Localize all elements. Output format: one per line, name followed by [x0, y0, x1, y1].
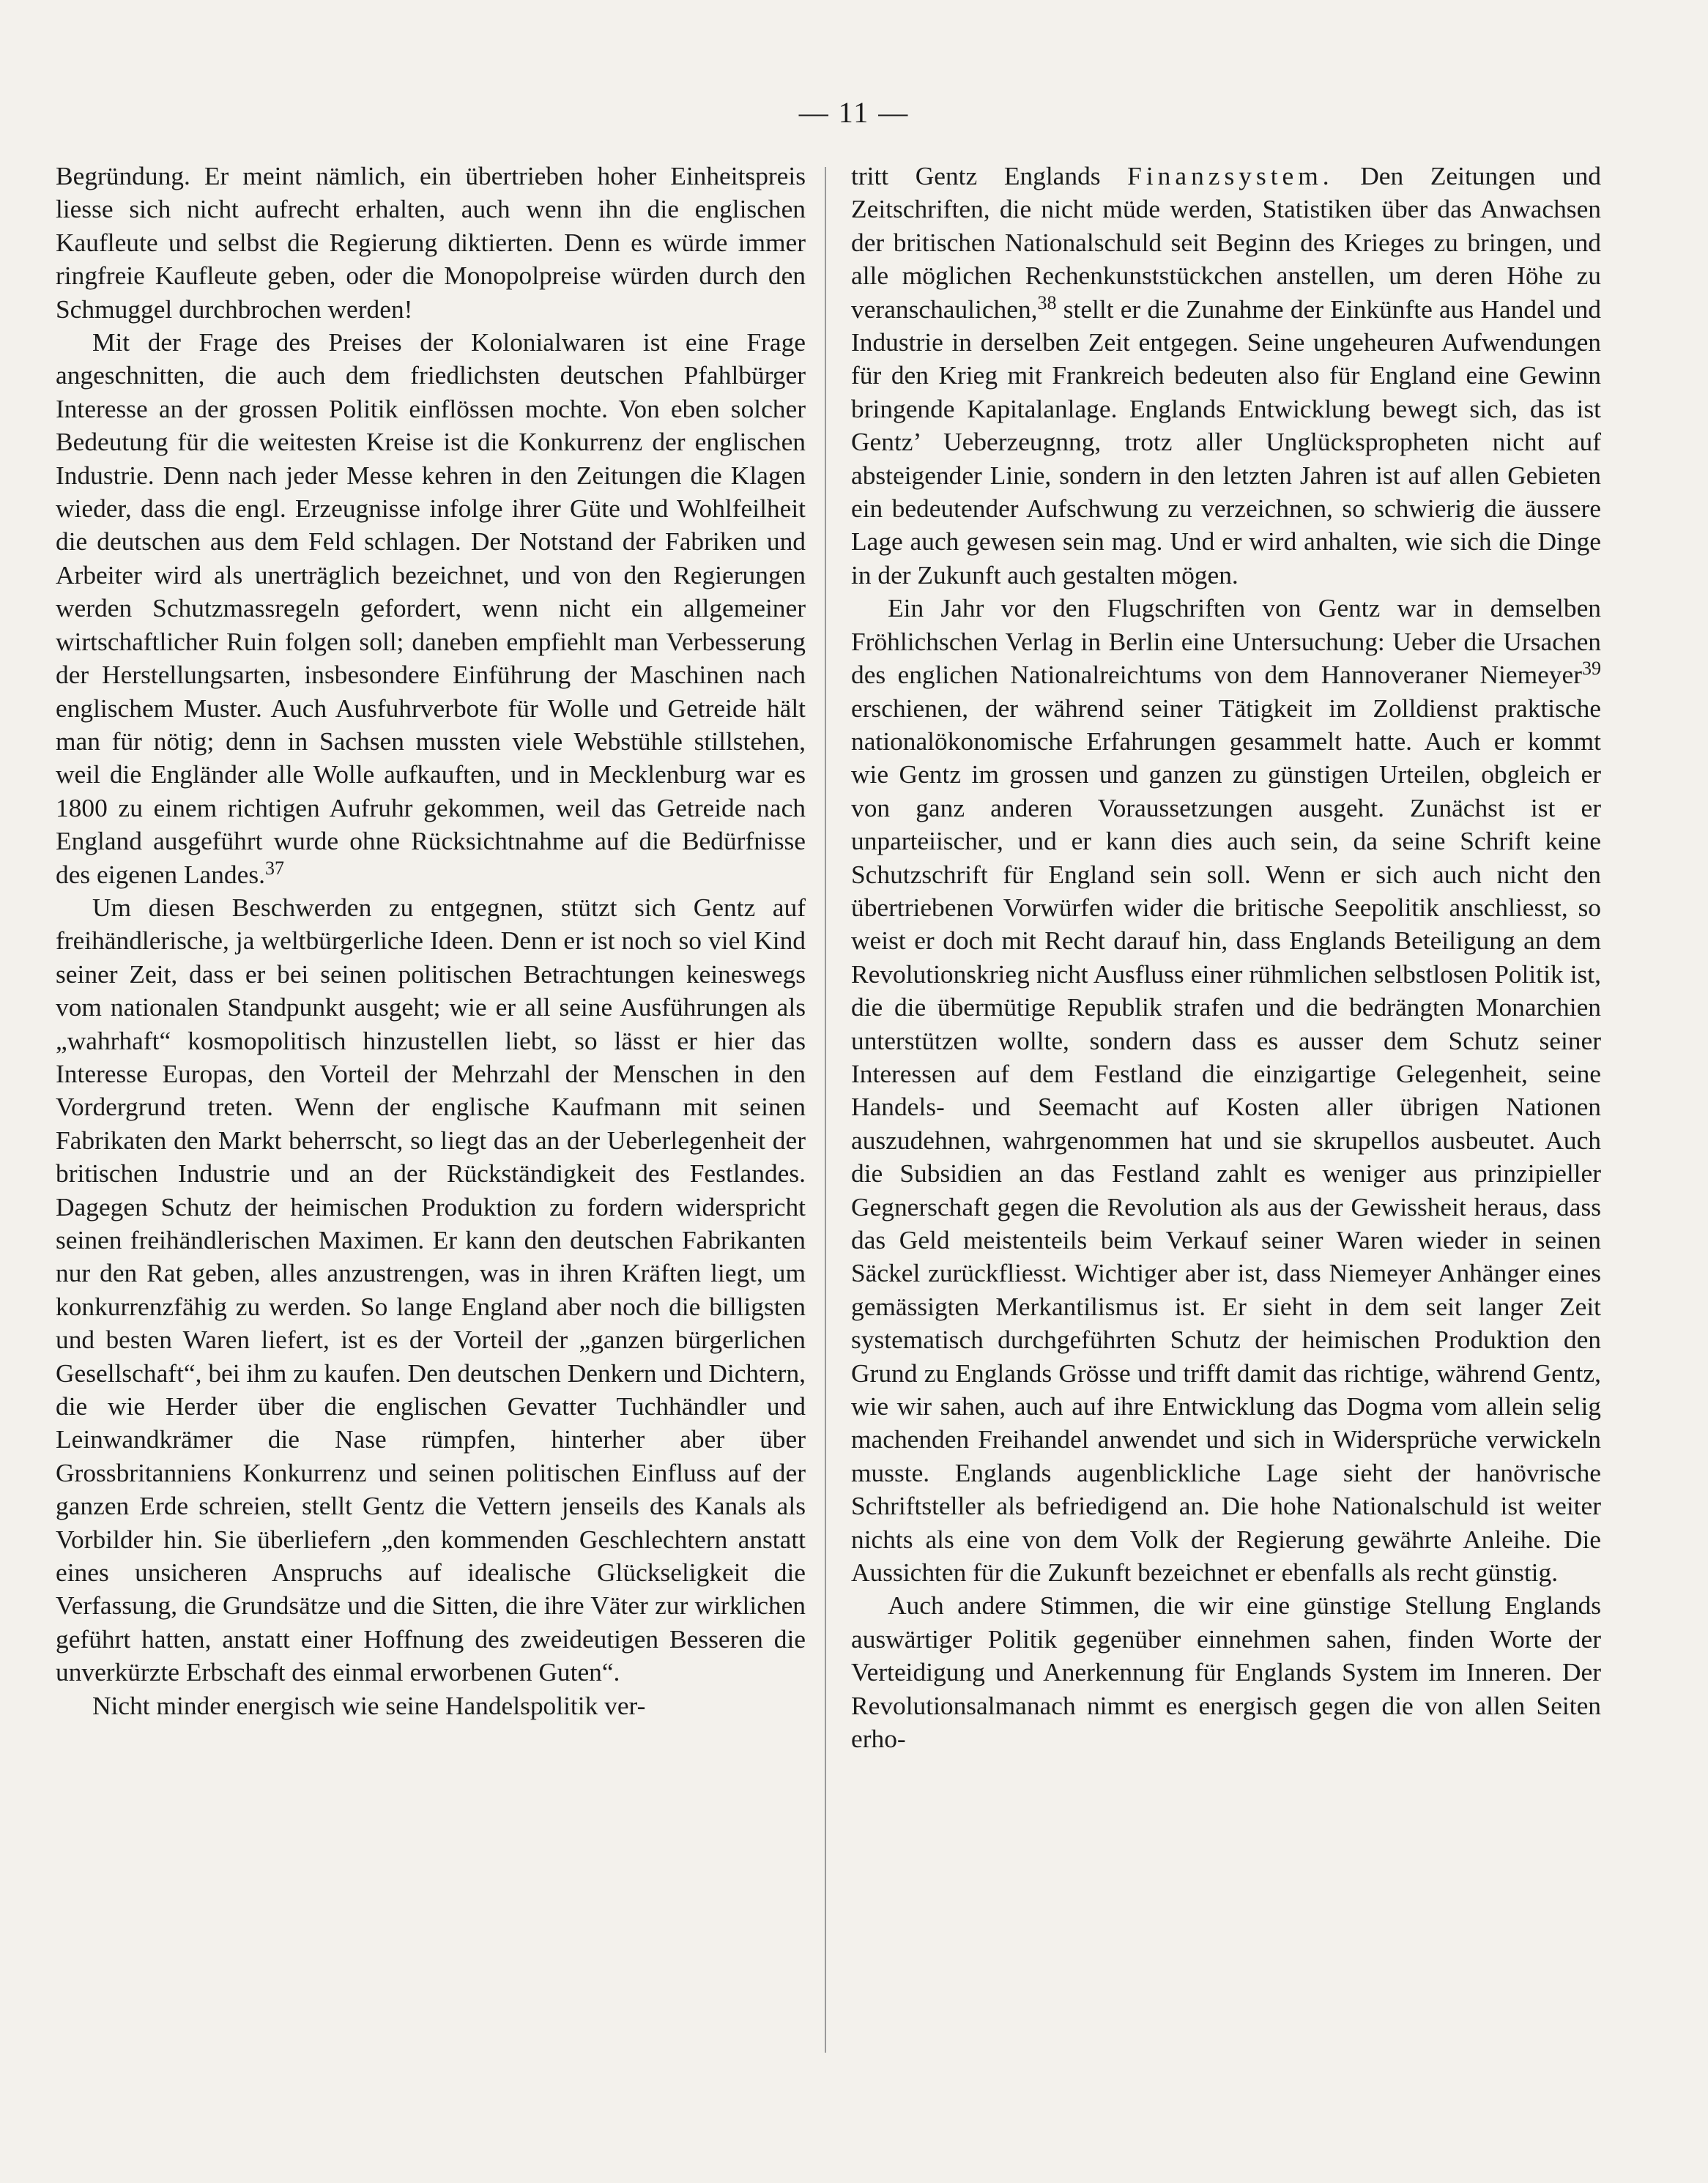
footnote-marker-37: 37	[264, 857, 284, 879]
footnote-marker-38: 38	[1037, 291, 1057, 313]
left-paragraph-2-text: Mit der Frage des Preises der Kolonialwaren ist eine Frage angeschnitten, die auch dem friedlichsten deutschen Pfahlbürger Interesse an der grossen Politik einflössen mochte. Von eben solcher Bedeutung für die weitesten Kreise ist die Konkurrenz der englischen Industrie. Denn nach jeder Messe kehren in den Zeitungen die Klagen wieder, dass die engl. Erzeugnisse infolge ihrer Güte und Wohlfeilheit die deutschen aus dem Feld schlagen. Der Notstand der Fabriken und Arbeiter wird als unerträglich bezeichnet, und von den Regierungen werden Schutzmassregeln gefordert, wenn nicht ein allgemeiner wirtschaftlicher Ruin folgen soll; daneben empfiehlt man Verbesserung der Herstellungsarten, insbesondere Einführung der Maschinen nach englischem Muster. Auch Ausfuhrverbote für Wolle und Getreide hält man für nötig; denn in Sachsen mussten viele Webstühle stillstehen, weil die Engländer alle Wolle aufkauften, und in Mecklenburg war es 1800 zu einem richtigen Aufruhr gekommen, weil das Getreide nach England ausgeführt wurde ohne Rücksichtnahme auf die Bedürfnisse des eigenen Landes.	[56, 327, 806, 889]
left-paragraph-1: Begründung. Er meint nämlich, ein übertrieben hoher Einheitspreis liesse sich nicht aufrecht erhalten, auch wenn ihn die englischen Kaufleute und selbst die Regierung diktierten. Denn es würde immer ringfreie Kaufleute geben, oder die Monopolpreise würden durch den Schmuggel durchbrochen werden!	[56, 161, 806, 324]
right-paragraph-1-start: tritt Gentz Englands	[851, 161, 1101, 190]
right-paragraph-2-start: Ein Jahr vor den Flugschriften von Gentz war in demselben Fröhlichschen Verlag in Berlin eine Untersuchung: Ueber die Ursachen des englichen Nationalreichtums von dem Hannoveraner Niemeyer	[851, 593, 1601, 690]
right-paragraph-1	[851, 160, 1601, 592]
footnote-marker-39: 39	[1582, 658, 1601, 680]
right-paragraph-1-middle: Den Zeitungen und Zeitschriften, die nicht müde werden, Statistiken über das Anwachsen der britischen Nationalschuld seit Beginn des Krieges zu bringen, und alle möglichen Rechenkunststückchen anstellen, um deren Höhe zu veranschaulichen,	[851, 161, 1601, 324]
left-paragraph-3: Um diesen Beschwerden zu entgegnen, stützt sich Gentz auf freihändlerische, ja weltbürgerliche Ideen. Denn er ist noch so viel Kind seiner Zeit, dass er bei seinen politischen Betrachtungen keineswegs vom nationalen Standpunkt ausgeht; wie er all seine Ausführungen als „wahrhaft“ kosmopolitisch hinzustellen liebt, so lässt er hier das Interesse Europas, den Vorteil der Mehrzahl der Menschen in den Vordergrund treten. Wenn der englische Kaufmann mit seinen Fabrikaten den Markt beherrscht, so liegt das an der Ueberlegenheit der britischen Industrie und an der Rückständigkeit des Festlandes. Dagegen Schutz der heimischen Produktion zu fordern widerspricht seinen freihändlerischen Maximen. Er kann den deutschen Fabrikanten nur den Rat geben, alles anzustrengen, was in ihren Kräften liegt, um konkurrenzfähig zu werden. So lange England aber noch die billigsten und besten Waren liefert, ist es der Vorteil der „ganzen bürgerlichen Gesellschaft“, bei ihm zu kaufen. Den deutschen Denkern und Dichtern, die wie Herder über die englischen Gevatter Tuchhändler und Leinwandkrämer die Nase rümpfen, hinterher aber über Grossbritanniens Konkurrenz und seinen politischen Einfluss auf der ganzen Erde schreien, stellt Gentz die Vettern jenseils des Kanals als Vorbilder hin. Sie überliefern „den kommenden Geschlechtern anstatt eines unsicheren Anspruchs auf idealische Glückseligkeit die Verfassung, die Grundsätze und die Sitten, die ihre Väter zur wirklichen geführt hatten, anstatt einer Hoffnung des zweideutigen Besseren die unverkürzte Erbschaft des einmal erworbenen Guten“.	[56, 892, 806, 1687]
left-column	[56, 160, 806, 1722]
right-paragraph-2	[851, 592, 1601, 1589]
left-paragraph-2	[56, 326, 806, 891]
page-number: — 11 —	[798, 96, 910, 129]
right-paragraph-3: Auch andere Stimmen, die wir eine günstige Stellung Englands auswärtiger Politik gegenüber einnehmen sahen, finden Worte der Verteidigung und Anerkennung für Englands System im Inneren. Der Revolutionsalmanach nimmt es energisch gegen die von allen Seiten erho-	[851, 1591, 1601, 1754]
left-paragraph-4: Nicht minder energisch wie seine Handelspolitik ver-	[92, 1690, 646, 1720]
right-paragraph-1-end: stellt er die Zunahme der Einkünfte aus Handel und Industrie in derselben Zeit entgegen. Seine ungeheuren Aufwendungen für den Krieg mit Frankreich bedeuten also für England eine Gewinn bringende Kapitalanlage. Englands Entwicklung bewegt sich, das ist Gentz’ Ueberzeugnng, trotz aller Unglückspropheten nicht auf absteigender Linie, sondern in den letzten Jahren ist auf allen Gebieten ein bedeutender Aufschwung zu verzeichnen, so schwierig die äussere Lage auch gewesen sein mag. Und er wird anhalten, wie sich die Dinge in der Zukunft auch gestalten mögen.	[851, 294, 1601, 590]
right-column	[851, 160, 1601, 1756]
right-paragraph-2-end: erschienen, der während seiner Tätigkeit im Zolldienst praktische nationalökonomische Erfahrungen gesammelt hatte. Auch er kommt wie Gentz im grossen und ganzen zu günstigen Urteilen, obgleich er von ganz anderen Voraussetzungen ausgeht. Zunächst ist er unparteiischer, und er kann dies auch sein, da seine Schrift keine Schutzschrift für England sein soll. Wenn er sich auch nicht den übertriebenen Vorwürfen wider die britische Seepolitik anschliesst, so weist er doch mit Recht darauf hin, dass Englands Beteiligung an dem Revolutionskrieg nicht Ausfluss einer rühmlichen selbstlosen Politik ist, die die übermütige Republik strafen und die bedrängten Monarchien unterstützen wollte, sondern dass es ausser dem Schutz seiner Interessen auf dem Festland die einzigartige Gelegenheit, seine Handels- und Seemacht auf Kosten aller übrigen Nationen auszudehnen, wahrgenommen hat und sie skrupellos ausbeutet. Auch die Subsidien an das Festland zahlt es weniger aus prinzipieller Gegnerschaft gegen die Revolution als aus der Gewissheit heraus, dass das Geld meistenteils beim Verkauf seiner Waren wieder in seinen Säckel zurückfliesst. Wichtiger aber ist, dass Niemeyer Anhänger eines gemässigten Merkantilismus ist. Er sieht in dem seit langer Zeit systematisch durchgeführten Schutz der heimischen Produktion den Grund zu Englands Grösse und trifft damit das richtige, während Gentz, wie wir sahen, auch auf ihre Entwicklung das Dogma vom allein selig machenden Freihandel anwendet und sich in Widersprüche verwickeln musste. Englands augenblickliche Lage sieht der hanövrische Schriftsteller als befriedigend an. Die hohe Nationalschuld ist weiter nichts als eine von dem Volk der Regierung gewährte Anleihe. Die Aussichten für die Zukunft bezeichnet er ebenfalls als recht günstig.	[851, 693, 1601, 1588]
emphasis-finanzsystem: Finanzsystem.	[1127, 161, 1334, 190]
column-divider	[825, 167, 826, 2053]
